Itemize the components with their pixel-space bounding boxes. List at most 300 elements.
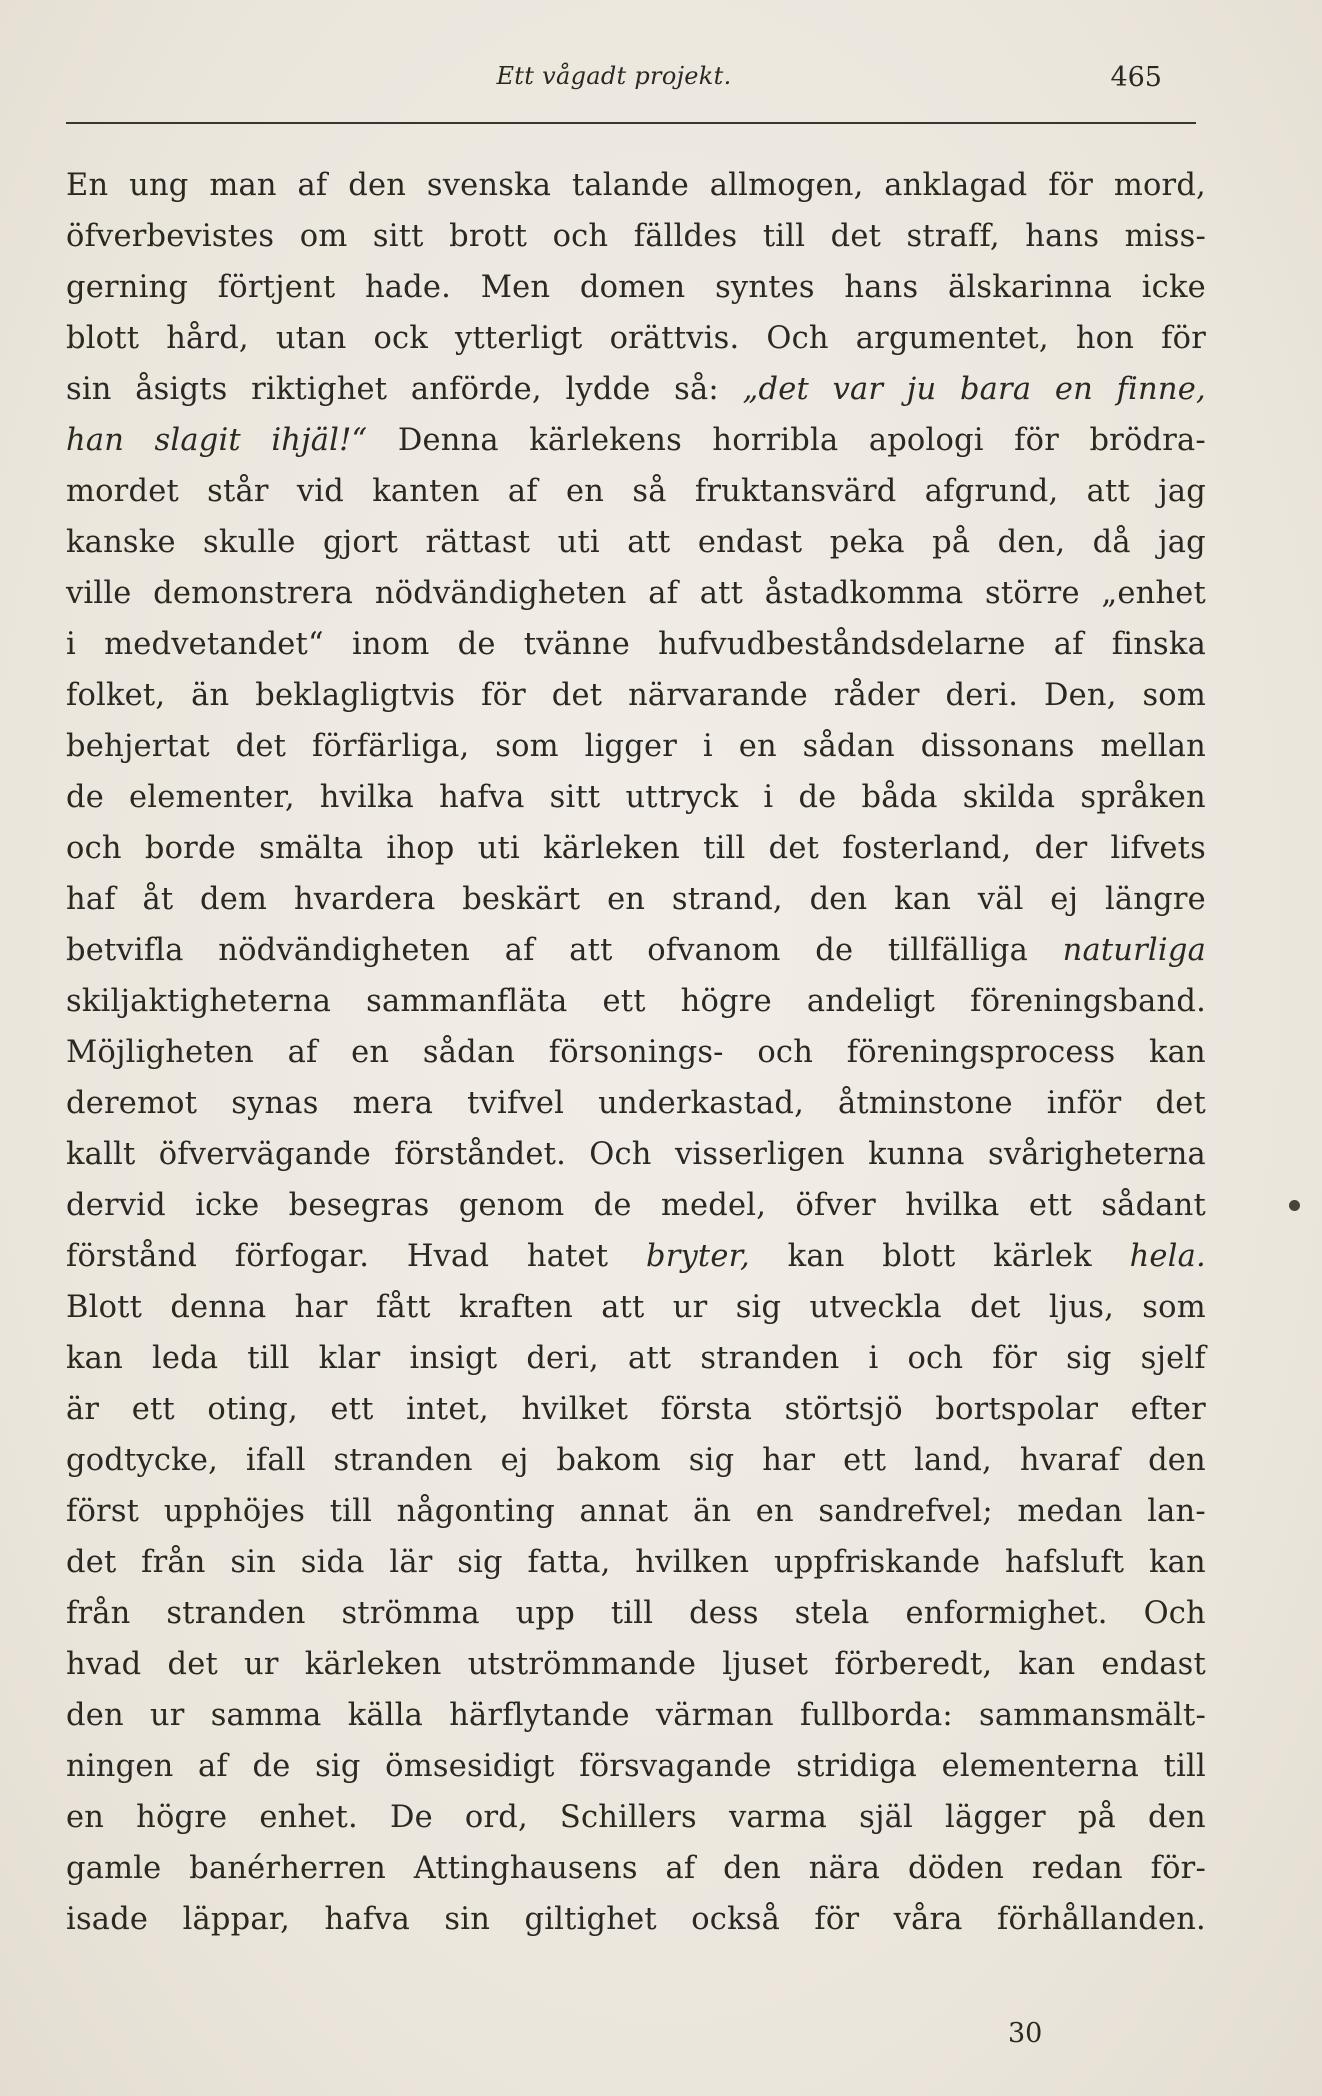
word: af [287,1035,318,1070]
text-line [66,619,1206,670]
word: De [389,1800,433,1835]
word: en [66,1800,105,1835]
word: skilda [962,780,1056,815]
word: Och [766,321,829,356]
word: råder [833,678,920,713]
word: genom [458,1188,565,1223]
text-line [66,772,1206,823]
word: bortspolar [935,1392,1099,1427]
italic-word: bryter, [645,1239,750,1274]
word: peka [829,525,905,560]
word: en [351,1035,390,1070]
text-line [66,1027,1206,1078]
word: båda [861,780,938,815]
word: fatta, [527,1545,611,1580]
text-line [66,1639,1206,1690]
word: mord, [1113,168,1206,203]
word: sin [444,1902,491,1937]
word: till [1163,1749,1206,1784]
word: de [66,780,104,815]
word: hvilket [521,1392,629,1427]
text-line [66,874,1206,925]
word: lydde [565,372,651,407]
word: för [1014,423,1059,458]
word: skiljaktigheterna [66,984,332,1019]
word: fruktansvärd [694,474,897,509]
word: haf [66,882,116,917]
word: orättvis. [609,321,740,356]
word: den [1148,1800,1206,1835]
word: det [551,678,603,713]
word: våra [893,1902,963,1937]
word: och [66,831,122,866]
text-line [66,721,1206,772]
word: domen [579,270,686,305]
word: försvagande [579,1749,772,1784]
word: att [699,576,744,611]
word: den [809,882,868,917]
text-line [66,364,1206,415]
word: och [907,1341,964,1376]
word: bakom [556,1443,661,1478]
italic-word: finne, [1116,372,1206,407]
word: som [495,729,559,764]
word: beskärt [462,882,581,917]
word: uttryck [625,780,739,815]
word: har [294,1290,348,1325]
word: dess [689,1596,759,1631]
word: ett [131,1392,175,1427]
word: språken [1080,780,1206,815]
text-line [66,1741,1206,1792]
word: de [457,627,496,662]
word: strand, [671,882,783,917]
word: lägger [945,1800,1046,1835]
text-line [66,976,1206,1027]
word: hafva [439,780,525,815]
word: hård, [166,321,249,356]
word: af [198,1749,228,1784]
word: ur [149,1698,185,1733]
word: der [1034,831,1088,866]
word: kan [1018,1647,1076,1682]
word: Schillers [559,1800,697,1835]
word: sin [230,1545,277,1580]
word: hvad [66,1647,142,1682]
text-line [66,568,1206,619]
word: kärlekens [529,423,682,458]
word: än [191,678,230,713]
word: öfver [795,1188,876,1223]
word: de [593,1188,632,1223]
word: hvilka [319,780,415,815]
word: står [207,474,269,509]
word: dervid [66,1188,166,1223]
word: hans [844,270,919,305]
italic-word: ju [906,372,937,407]
word: mellan [1100,729,1206,764]
word: smälta [259,831,364,866]
word: beklagligtvis [255,678,456,713]
italic-word: „det [742,372,809,407]
italic-word: hela. [1129,1239,1206,1274]
word: ord, [464,1800,528,1835]
word: ytterligt [455,321,583,356]
page-number: 465 [1110,62,1162,93]
word: fullborda: [799,1698,953,1733]
word: Attinghausens [413,1851,638,1886]
text-line [66,1282,1206,1333]
word: miss- [1124,219,1206,254]
word: horribla [712,423,839,458]
word: förfogar. [234,1239,370,1274]
word: nödvändigheten [218,933,471,968]
word: i [868,1341,879,1376]
word: sjelf [1140,1341,1206,1376]
word: insigt [409,1341,498,1376]
text-line [66,1690,1206,1741]
running-title: Ett vågadt projekt. [496,62,732,90]
text-line [66,670,1206,721]
word: ej [1050,882,1079,917]
word: på [1077,1800,1116,1835]
word: kunna [868,1137,965,1172]
word: tillfälliga [887,933,1028,968]
word: det [167,1647,218,1682]
word: hatet [526,1239,609,1274]
word: som [1142,1290,1206,1325]
word: upphöjes [163,1494,306,1529]
word: banérherren [189,1851,386,1886]
word: till [247,1341,290,1376]
word: väl [977,882,1024,917]
word: Den, [1043,678,1117,713]
word: större [985,576,1080,611]
word: enformighet. [905,1596,1108,1631]
word: till [762,219,806,254]
word: ville [66,576,132,611]
word: tvänne [523,627,630,662]
word: första [660,1392,753,1427]
word: ihop [386,831,455,866]
word: förstånd [66,1239,198,1274]
word: Men [480,270,551,305]
word: medel, [660,1188,767,1223]
page-header [66,62,1162,102]
word: hon [1075,321,1135,356]
word: anklagad [884,168,1028,203]
word: de [815,933,854,968]
word: behjertat [66,729,210,764]
word: stela [794,1596,870,1631]
word: hans [1025,219,1100,254]
word: borde [144,831,236,866]
word: stridiga [796,1749,918,1784]
word: uti [557,525,600,560]
word: en [738,729,777,764]
word: försonings- [548,1035,724,1070]
word: sin [66,372,112,407]
word: sådant [1101,1188,1206,1223]
word: också [691,1902,780,1937]
text-line [66,1129,1206,1180]
word: från [66,1596,131,1631]
italic-word: ihjäl!“ [271,423,368,458]
word: för- [1150,1851,1206,1886]
word: tvifvel [467,1086,565,1121]
word: störtsjö [784,1392,903,1427]
text-line [66,1231,1206,1282]
word: själ [859,1800,913,1835]
word: lan- [1147,1494,1206,1529]
word: annat [579,1494,669,1529]
word: kanten [372,474,480,509]
word: den [66,1698,124,1733]
word: oting, [207,1392,298,1427]
word: man [209,168,277,203]
italic-word: han [66,423,125,458]
word: icke [1141,270,1206,305]
word: klar [318,1341,381,1376]
word: att [627,1341,672,1376]
word: sida [300,1545,365,1580]
word: värman [655,1698,774,1733]
word: gjort [322,525,399,560]
word: sig [688,1443,735,1478]
word: det [1155,1086,1206,1121]
word: sådan [802,729,895,764]
word: land, [914,1443,992,1478]
word: ung [129,168,189,203]
word: samma [210,1698,322,1733]
text-line [66,1180,1206,1231]
word: utan [275,321,347,356]
word: är [66,1392,100,1427]
word: sammanfläta [366,984,568,1019]
word: endast [697,525,803,560]
word: elementer, [129,780,295,815]
word: föreningsprocess [846,1035,1116,1070]
text-line [66,160,1206,211]
word: Möjligheten [66,1035,254,1070]
word: öfvervägande [158,1137,371,1172]
word: uppfriskande [773,1545,981,1580]
word: att [627,525,671,560]
body-text [66,160,1206,1945]
word: det [768,831,820,866]
word: en [755,1494,794,1529]
word: denna [170,1290,267,1325]
word: strömma [341,1596,480,1631]
word: för [481,678,526,713]
word: i [66,627,76,662]
text-line [66,1792,1206,1843]
word: att [569,933,613,968]
text-line [66,1588,1206,1639]
word: så: [674,372,719,407]
italic-word: bara [959,372,1032,407]
text-line [66,1894,1206,1945]
word: deri. [945,678,1019,713]
word: mera [352,1086,434,1121]
word: ock [373,321,428,356]
word: anförde, [410,372,542,407]
word: gerning [66,270,189,305]
word: syntes [715,270,815,305]
word: i [702,729,713,764]
word: någonting [396,1494,555,1529]
word: till [610,1596,654,1631]
word: det [830,219,882,254]
word: underkastad, [598,1086,804,1121]
word: sitt [549,780,601,815]
italic-word: naturliga [1062,933,1206,968]
word: läppar, [182,1902,291,1937]
word: föreningsband. [970,984,1206,1019]
word: sandrefvel; [818,1494,993,1529]
word: uti [477,831,520,866]
word: fått [375,1290,431,1325]
text-line [66,517,1206,568]
word: källa [347,1698,424,1733]
word: som [1142,678,1206,713]
word: inom [351,627,430,662]
word: det [66,1545,117,1580]
word: isade [66,1902,149,1937]
word: då [1092,525,1131,560]
word: gamle [66,1851,162,1886]
word: andeligt [806,984,936,1019]
word: hufvudbeståndsdelarne [658,627,1026,662]
text-line [66,466,1206,517]
word: af [665,1851,696,1886]
word: deremot [66,1086,198,1121]
word: förhållanden. [997,1902,1206,1937]
word: till [329,1494,373,1529]
word: ofvanom [647,933,781,968]
word: enhet. [259,1800,358,1835]
word: hvilka [905,1188,1000,1223]
word: längre [1104,882,1206,917]
word: blott [882,1239,956,1274]
word: ningen [66,1749,174,1784]
word: sig [315,1749,361,1784]
text-line [66,262,1206,313]
word: härflytande [449,1698,630,1733]
word: ömsesidigt [385,1749,555,1784]
italic-word: en [1054,372,1093,407]
word: En [66,168,109,203]
word: döden [907,1851,1005,1886]
word: kraften [459,1290,573,1325]
word: talande [571,168,689,203]
word: åsigts [135,372,228,407]
word: närvarande [628,678,808,713]
text-line [66,823,1206,874]
word: kärlek [993,1239,1092,1274]
word: inför [1046,1086,1122,1121]
word: öfverbevistes [66,219,275,254]
text-line [66,1435,1206,1486]
word: stranden [700,1341,840,1376]
header-rule [66,122,1196,124]
word: af [297,168,328,203]
word: hvaraf [1019,1443,1121,1478]
word: dem [200,882,268,917]
word: åt [142,882,174,917]
word: den [1148,1443,1206,1478]
word: den [348,168,407,203]
word: svenska [426,168,552,203]
word: brödra- [1089,423,1206,458]
word: straff, [906,219,1000,254]
italic-word: slagit [154,423,241,458]
word: ej [500,1443,529,1478]
word: högre [136,1800,228,1835]
word: lifvets [1110,831,1206,866]
word: sig [735,1290,782,1325]
word: utströmmande [467,1647,697,1682]
ink-speck [1289,1200,1300,1211]
word: om [299,219,348,254]
word: sådan [422,1035,516,1070]
word: åstadkomma [764,576,964,611]
word: Blott [66,1290,143,1325]
word: finska [1111,627,1206,662]
word: att [1086,474,1130,509]
text-line [66,1333,1206,1384]
word: dissonans [920,729,1075,764]
word: sig [457,1545,503,1580]
word: hvardera [293,882,436,917]
word: kan [894,882,952,917]
word: vid [296,474,344,509]
word: elementerna [941,1749,1140,1784]
word: intet, [406,1392,489,1427]
word: leda [151,1341,219,1376]
word: den, [997,525,1066,560]
word: ett [1028,1188,1073,1223]
word: fälldes [633,219,738,254]
word: Denna [397,423,499,458]
text-line [66,925,1206,976]
word: kanske [66,525,176,560]
word: jag [1158,474,1206,509]
word: sitt [372,219,424,254]
text-line [66,415,1206,466]
word: af [1053,627,1084,662]
word: de [252,1749,291,1784]
word: för [1161,321,1206,356]
word: deri, [526,1341,599,1376]
word: de [798,780,837,815]
word: utveckla [809,1290,942,1325]
word: allmogen, [709,168,864,203]
word: visserligen [674,1137,845,1172]
text-line [66,1078,1206,1129]
word: så [632,474,667,509]
word: förfärliga, [311,729,470,764]
word: svårigheterna [988,1137,1206,1172]
word: för [1048,168,1094,203]
word: argumentet, [855,321,1049,356]
word: har [762,1443,816,1478]
word: på [932,525,971,560]
word: till [703,831,746,866]
word: först [66,1494,140,1529]
word: lär [389,1545,433,1580]
word: förberedt, [834,1647,993,1682]
